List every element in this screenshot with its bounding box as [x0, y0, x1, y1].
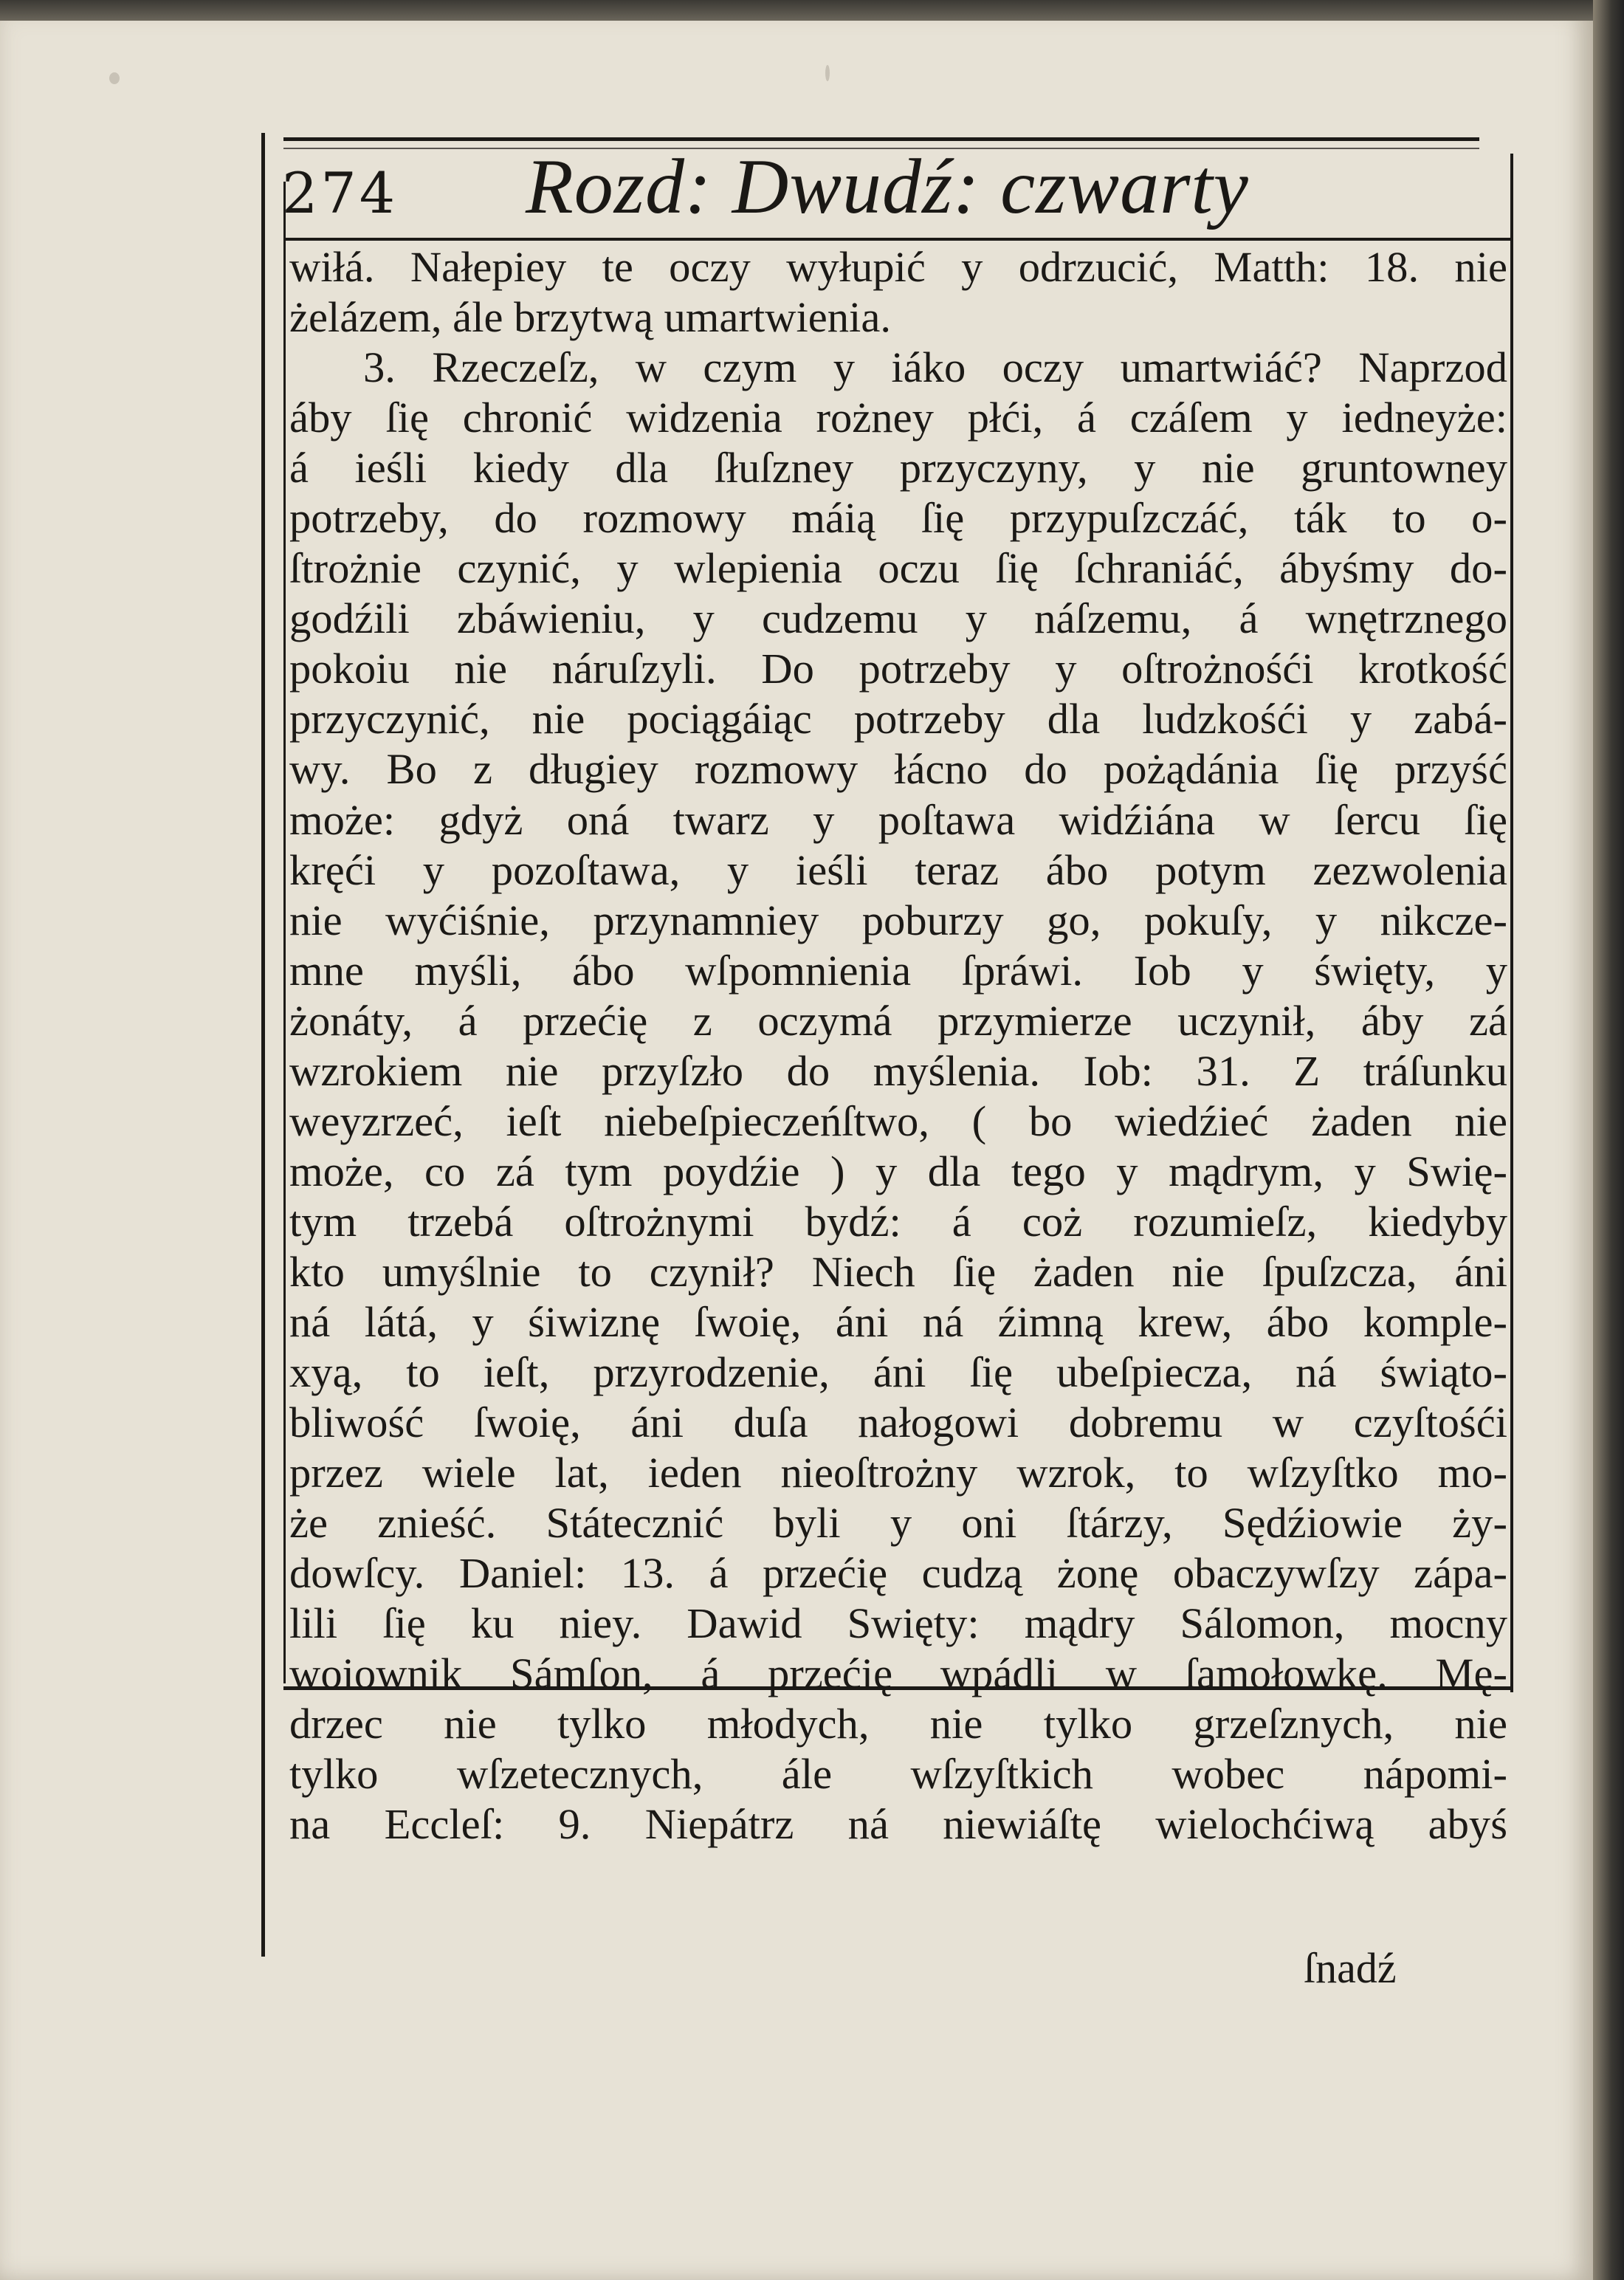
text-line: á ieśli kiedy dla ſłuſzney przyczyny, y nie gruntowney	[289, 444, 1507, 492]
ink-speck	[825, 65, 830, 81]
text-line: áby ſię chronić widzenia rożney płći, á czáſem y iedneyże:	[289, 394, 1507, 442]
text-line: kto umyślnie to czynił? Niech ſię żaden nie ſpuſzcza, áni	[289, 1247, 1507, 1296]
page-number: 274	[282, 160, 399, 226]
text-line: lili ſię ku niey. Dawid Swięty: mądry Sálomon, mocny	[289, 1599, 1507, 1648]
text-line: ná látá, y śiwiznę ſwoię, áni ná źimną krew, ábo komple-	[289, 1297, 1507, 1346]
page-top-edge	[0, 0, 1593, 21]
text-line: pokoiu nie náruſzyli. Do potrzeby y oſtrożnośći krotkość	[289, 645, 1507, 693]
text-line: wzrokiem nie przyſzło do myślenia. Iob: 31. Z tráſunku	[289, 1046, 1507, 1095]
text-line: godźili zbáwieniu, y cudzemu y náſzemu, á wnętrznego	[289, 594, 1507, 643]
text-line: tym trzebá oſtrożnymi bydź: á coż rozumieſz, kiedyby	[289, 1197, 1507, 1246]
top-rule	[283, 137, 1479, 141]
text-line: bliwość ſwoię, áni duſa nałogowi dobremu w czyſtośći	[289, 1398, 1507, 1447]
text-line: kręći y pozoſtawa, y ieśli teraz ábo potym zezwolenia	[289, 845, 1507, 894]
ink-speck	[109, 72, 120, 84]
text-line: potrzeby, do rozmowy máią ſię przypuſzczáć, ták to o-	[289, 494, 1507, 543]
text-line: tylko wſzetecznych, ále wſzyſtkich wobec nápomi-	[289, 1750, 1507, 1799]
text-line: nie wyćiśnie, przynamniey poburzy go, pokuſy, y nikcze-	[289, 896, 1507, 944]
text-line: ſtrożnie czynić, y wlepienia oczu ſię ſchraniáć, ábyśmy do-	[289, 544, 1507, 593]
right-frame-rule	[1510, 154, 1513, 1692]
text-line: żelázem, ále brzytwą umartwienia.	[289, 293, 891, 342]
left-frame-rule	[283, 182, 286, 1683]
text-line: żonáty, á przećię z oczymá przymierze uczynił, áby zá	[289, 996, 1507, 1045]
text-line: może, co zá tym poydźie ) y dla tego y mądrym, y Swię-	[289, 1147, 1507, 1195]
text-line: mne myśli, ábo wſpomnienia ſpráwi. Iob y święty, y	[289, 946, 1507, 995]
text-line: przyczynić, nie pociągáiąc potrzeby dla ludzkośći y zabá-	[289, 695, 1507, 744]
text-line: drzec nie tylko młodych, nie tylko grzeſznych, nie	[289, 1700, 1507, 1748]
text-line: woiownik Sámſon, á przećię wpádli w ſamołowkę. Mę-	[289, 1649, 1507, 1698]
body-text	[289, 242, 1507, 1849]
header-rule	[283, 238, 1510, 241]
text-line: xyą, to ieſt, przyrodzenie, áni ſię ubeſpiecza, ná świąto-	[289, 1348, 1507, 1397]
text-line: może: gdyż oná twarz y poſtawa widźiána w ſercu ſię	[289, 795, 1507, 844]
text-line: dowſcy. Daniel: 13. á przećię cudzą żonę obaczywſzy zápa-	[289, 1549, 1507, 1598]
left-margin-rule	[261, 133, 265, 1957]
text-line: że znieść. Státecznić byli y oni ſtárzy, Sędźiowie ży-	[289, 1499, 1507, 1548]
page-header	[282, 142, 1478, 232]
book-gutter-edge	[1593, 0, 1624, 2280]
text-line: weyzrzeć, ieſt niebeſpieczeńſtwo, ( bo wiedźieć żaden nie	[289, 1096, 1507, 1145]
text-line: wiłá. Nałepiey te oczy wyłupić y odrzucić, Matth: 18. nie	[289, 243, 1507, 291]
text-line: na Eccleſ: 9. Niepátrz ná niewiáſtę wielochćiwą abyś	[289, 1800, 1507, 1849]
text-line: wy. Bo z długiey rozmowy łácno do pożądánia ſię przyść	[289, 745, 1507, 794]
text-line: 3. Rzeczeſz, w czym y iáko oczy umartwiáć? Naprzod	[363, 343, 1507, 392]
text-line: przez wiele lat, ieden nieoſtrożny wzrok, to wſzyſtko mo-	[289, 1449, 1507, 1497]
running-head: Rozd: Dwudź: czwarty	[526, 143, 1249, 230]
catchword: ſnadź	[1304, 1944, 1397, 1992]
